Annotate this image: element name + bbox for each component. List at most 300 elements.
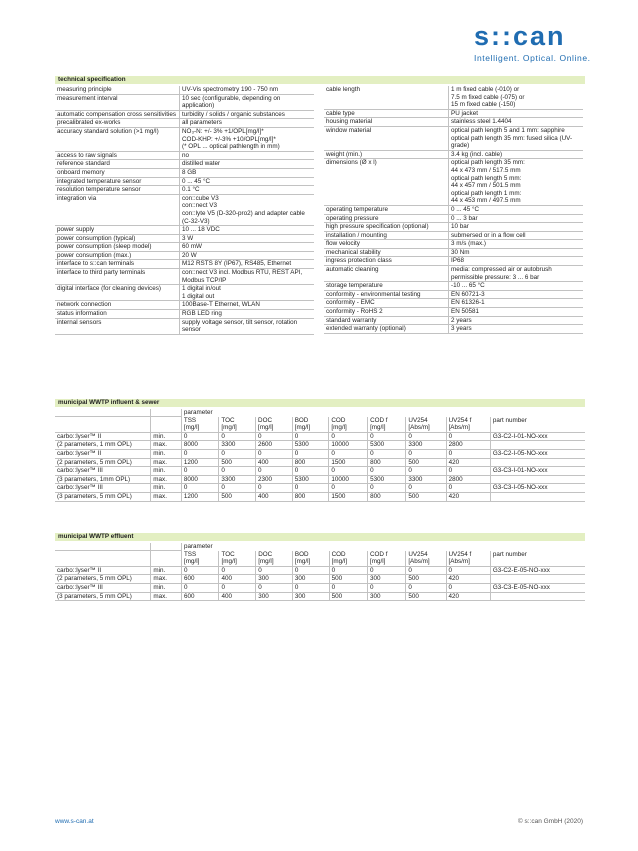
spec-label: power consumption (sleep model) <box>55 243 180 252</box>
spec-value: 2 years <box>449 316 584 325</box>
blank-cell <box>55 543 151 551</box>
spec-row <box>55 194 314 225</box>
column-header: TOC [mg/l] <box>219 551 256 567</box>
column-header: TSS [mg/l] <box>181 417 219 433</box>
product-name: carbo::lyser™ II <box>55 566 151 575</box>
spec-row <box>324 308 583 317</box>
table-row <box>55 475 585 484</box>
range-label: max. <box>151 441 182 450</box>
spec-label: measuring principle <box>55 86 180 94</box>
spec-value: 60 mW <box>180 243 315 252</box>
spec-row <box>55 251 314 260</box>
value-cell: 0 <box>329 484 368 493</box>
spec-row <box>324 282 583 291</box>
spec-row <box>324 86 583 109</box>
value-cell: 8000 <box>181 441 219 450</box>
value-cell: 0 <box>256 583 293 592</box>
spec-row <box>55 127 314 151</box>
value-cell: 0 <box>181 566 219 575</box>
product-name: carbo::lyser™ II <box>55 432 151 441</box>
spec-value: stainless steel 1.4404 <box>449 118 584 127</box>
spec-label: digital interface (for cleaning devices) <box>55 285 180 301</box>
blank-cell <box>151 409 182 417</box>
value-cell: 0 <box>446 566 490 575</box>
spec-label: ingress protection class <box>324 257 449 266</box>
value-cell: 600 <box>181 592 219 601</box>
spec-value: 0 ... 3 bar <box>449 214 584 223</box>
spec-row <box>55 119 314 128</box>
table-row <box>55 592 585 601</box>
product-name: (2 parameters, 5 mm OPL) <box>55 458 151 467</box>
spec-label: automatic compensation cross sensitivities <box>55 110 180 119</box>
blank-cell <box>151 543 182 551</box>
value-cell: 1500 <box>329 458 368 467</box>
spec-label: integrated temperature sensor <box>55 177 180 186</box>
spec-label: high pressure specification (optional) <box>324 223 449 232</box>
s-can-logo <box>474 22 604 62</box>
spec-row <box>324 257 583 266</box>
value-cell: 0 <box>329 467 368 476</box>
spec-label: standard warranty <box>324 316 449 325</box>
value-cell: 500 <box>329 575 367 584</box>
logo-wordmark: s::can <box>474 21 566 51</box>
range-label: max. <box>151 492 182 501</box>
range-label: min. <box>151 467 182 476</box>
spec-label: measurement interval <box>55 94 180 110</box>
spec-label: accuracy standard solution (>1 mg/l) <box>55 127 180 151</box>
spec-value: NO₃-N: +/- 3% +1/OPL[mg/l]* COD-KHP: +/-3% +10/OPL[mg/l]* (* OPL ... optical pathlength in mm) <box>180 127 315 151</box>
column-header: COD f [mg/l] <box>367 551 405 567</box>
value-cell: 0 <box>329 432 368 441</box>
spec-label: precalibrated ex-works <box>55 119 180 128</box>
spec-label: extended warranty (optional) <box>324 325 449 334</box>
spec-value: 10 bar <box>449 223 584 232</box>
value-cell: 0 <box>181 449 219 458</box>
value-cell: 0 <box>406 484 446 493</box>
spec-label: conformity - EMC <box>324 299 449 308</box>
part-number-header: part number <box>490 417 585 433</box>
value-cell: 3300 <box>406 475 446 484</box>
value-cell: 500 <box>219 492 256 501</box>
value-cell: 0 <box>256 432 293 441</box>
spec-row <box>324 240 583 249</box>
column-header: UV254 [Abs/m] <box>406 417 446 433</box>
column-header: TOC [mg/l] <box>219 417 256 433</box>
value-cell: 300 <box>367 575 405 584</box>
blank-cell <box>151 417 182 433</box>
influent-table <box>55 409 585 502</box>
value-cell: 400 <box>256 492 293 501</box>
value-cell: 800 <box>368 458 406 467</box>
value-cell: 0 <box>406 566 446 575</box>
spec-value: 0.1 °C <box>180 186 315 195</box>
spec-value: 10 sec (configurable, depending on application) <box>180 94 315 110</box>
effluent-heading: municipal WWTP effluent <box>55 533 585 541</box>
product-name: carbo::lyser™ III <box>55 484 151 493</box>
range-label: min. <box>151 484 182 493</box>
spec-label: power consumption (max.) <box>55 251 180 260</box>
spec-label: housing material <box>324 118 449 127</box>
value-cell: 0 <box>406 449 446 458</box>
param-header-row <box>55 543 585 551</box>
value-cell: 0 <box>256 449 293 458</box>
spec-value: RGB LED ring <box>180 310 315 319</box>
spec-label: power supply <box>55 226 180 235</box>
value-cell: 0 <box>292 583 329 592</box>
value-cell: 400 <box>219 592 256 601</box>
part-number: G3-C2-I-05-NO-xxx <box>490 449 585 458</box>
value-cell: 300 <box>367 592 405 601</box>
value-cell: 0 <box>292 467 329 476</box>
spec-value: 3 years <box>449 325 584 334</box>
value-cell: 0 <box>406 583 446 592</box>
spec-label: cable type <box>324 109 449 118</box>
spec-row <box>55 110 314 119</box>
value-cell: 2600 <box>256 441 293 450</box>
range-label: max. <box>151 458 182 467</box>
spec-label: dimensions (Ø x l) <box>324 159 449 206</box>
tech-spec-right-table <box>324 86 583 334</box>
value-cell: 0 <box>329 566 367 575</box>
spec-label: access to raw signals <box>55 151 180 160</box>
spec-row <box>324 231 583 240</box>
table-row <box>55 449 585 458</box>
value-cell: 0 <box>181 583 219 592</box>
value-cell: 0 <box>368 484 406 493</box>
spec-value: IP68 <box>449 257 584 266</box>
value-cell: 0 <box>446 432 490 441</box>
spec-label: automatic cleaning <box>324 266 449 282</box>
value-cell: 300 <box>256 575 293 584</box>
value-cell: 500 <box>406 575 446 584</box>
spec-value: 3.4 kg (incl. cable) <box>449 150 584 159</box>
value-cell: 1200 <box>181 492 219 501</box>
value-cell: 0 <box>181 484 219 493</box>
product-name: carbo::lyser™ II <box>55 449 151 458</box>
column-header: COD [mg/l] <box>329 551 367 567</box>
product-name: carbo::lyser™ III <box>55 467 151 476</box>
spec-row <box>324 248 583 257</box>
spec-row <box>55 186 314 195</box>
value-cell: 0 <box>181 467 219 476</box>
spec-label: operating temperature <box>324 205 449 214</box>
column-header: BOD [mg/l] <box>292 417 329 433</box>
product-name: (3 parameters, 1mm OPL) <box>55 475 151 484</box>
blank-cell <box>55 417 151 433</box>
footer-website[interactable]: www.s-can.at <box>55 818 94 825</box>
value-cell: 800 <box>292 458 329 467</box>
spec-label: status information <box>55 310 180 319</box>
value-cell: 10000 <box>329 475 368 484</box>
spec-value: EN 61326-1 <box>449 299 584 308</box>
spec-label: interface to s::can terminals <box>55 260 180 269</box>
value-cell: 5300 <box>292 475 329 484</box>
spec-row <box>324 316 583 325</box>
value-cell: 600 <box>181 575 219 584</box>
spec-value: M12 RSTS 8Y (IP67), RS485, Ethernet <box>180 260 315 269</box>
table-row <box>55 458 585 467</box>
part-number <box>490 592 585 601</box>
spec-row <box>324 290 583 299</box>
value-cell: 0 <box>368 467 406 476</box>
spec-label: storage temperature <box>324 282 449 291</box>
spec-row <box>55 310 314 319</box>
spec-row <box>324 118 583 127</box>
column-header: DOC [mg/l] <box>256 551 293 567</box>
tech-spec-heading: technical specification <box>55 76 585 84</box>
spec-value: optical path length 35 mm: 44 x 473 mm / 517.5 mm optical path length 5 mm: 44 x 457 mm / 501.5 mm optical path length 1 mm: 44 x 453 mm / 497.5 mm <box>449 159 584 206</box>
value-cell: 3300 <box>219 475 256 484</box>
value-cell: 0 <box>292 484 329 493</box>
spec-label: mechanical stability <box>324 248 449 257</box>
table-row <box>55 492 585 501</box>
spec-value: EN 50581 <box>449 308 584 317</box>
range-label: min. <box>151 583 182 592</box>
spec-row <box>55 177 314 186</box>
value-cell: 0 <box>292 432 329 441</box>
spec-value: EN 60721-3 <box>449 290 584 299</box>
spec-row <box>55 226 314 235</box>
spec-label: internal sensors <box>55 318 180 334</box>
spec-label: power consumption (typical) <box>55 234 180 243</box>
value-cell: 0 <box>406 467 446 476</box>
product-name: (3 parameters, 5 mm OPL) <box>55 592 151 601</box>
column-header: UV254 [Abs/m] <box>406 551 446 567</box>
column-header: COD [mg/l] <box>329 417 368 433</box>
spec-row <box>55 243 314 252</box>
spec-row <box>55 285 314 301</box>
part-number: G3-C2-E-05-NO-xxx <box>490 566 585 575</box>
spec-row <box>55 151 314 160</box>
value-cell: 500 <box>406 592 446 601</box>
value-cell: 500 <box>406 492 446 501</box>
spec-label: cable length <box>324 86 449 109</box>
spec-row <box>55 260 314 269</box>
tech-spec-left-table <box>55 86 314 335</box>
spec-label: network connection <box>55 301 180 310</box>
value-cell: 10000 <box>329 441 368 450</box>
spec-row <box>55 94 314 110</box>
spec-row <box>324 299 583 308</box>
spec-label: conformity - environmental testing <box>324 290 449 299</box>
value-cell: 0 <box>329 583 367 592</box>
part-number <box>490 475 585 484</box>
value-cell: 0 <box>219 432 256 441</box>
logo-tagline: Intelligent. Optical. Online. <box>474 53 591 63</box>
column-header-row <box>55 417 585 433</box>
value-cell: 0 <box>367 583 405 592</box>
spec-label: window material <box>324 126 449 150</box>
blank-cell <box>55 551 151 567</box>
value-cell: 300 <box>292 575 329 584</box>
spec-value: turbidity / solids / organic substances <box>180 110 315 119</box>
spec-value: 10 ... 18 VDC <box>180 226 315 235</box>
product-name: (3 parameters, 5 mm OPL) <box>55 492 151 501</box>
spec-value: distilled water <box>180 160 315 169</box>
spec-value: 3 m/s (max.) <box>449 240 584 249</box>
part-number: G3-C3-E-05-NO-xxx <box>490 583 585 592</box>
spec-row <box>55 301 314 310</box>
value-cell: 0 <box>446 467 490 476</box>
spec-value: media: compressed air or autobrush permissible pressure: 3 ... 6 bar <box>449 266 584 282</box>
value-cell: 420 <box>446 575 490 584</box>
value-cell: 800 <box>292 492 329 501</box>
spec-label: flow velocity <box>324 240 449 249</box>
value-cell: 0 <box>256 467 293 476</box>
spec-row <box>324 223 583 232</box>
spec-value: con::nect V3 incl. Modbus RTU, REST API, Modbus TCP/IP <box>180 269 315 285</box>
value-cell: 0 <box>219 449 256 458</box>
spec-row <box>55 318 314 334</box>
value-cell: 420 <box>446 458 490 467</box>
table-row <box>55 484 585 493</box>
value-cell: 0 <box>367 566 405 575</box>
range-label: min. <box>151 432 182 441</box>
value-cell: 0 <box>181 432 219 441</box>
spec-row <box>55 86 314 94</box>
value-cell: 0 <box>256 566 293 575</box>
value-cell: 3300 <box>406 441 446 450</box>
value-cell: 500 <box>219 458 256 467</box>
spec-row <box>324 159 583 206</box>
spec-label: operating pressure <box>324 214 449 223</box>
part-number: G3-C2-I-01-NO-xxx <box>490 432 585 441</box>
value-cell: 0 <box>368 432 406 441</box>
part-number <box>490 492 585 501</box>
blank-cell <box>55 409 151 417</box>
value-cell: 3300 <box>219 441 256 450</box>
value-cell: 800 <box>368 492 406 501</box>
range-label: max. <box>151 575 182 584</box>
spec-value: optical path length 5 and 1 mm: sapphire optical path length 35 mm: fused silica (UV-grade) <box>449 126 584 150</box>
spec-row <box>55 160 314 169</box>
value-cell: 400 <box>256 458 293 467</box>
table-row <box>55 583 585 592</box>
blank-cell <box>151 551 182 567</box>
column-header-row <box>55 551 585 567</box>
value-cell: 420 <box>446 492 490 501</box>
value-cell: 0 <box>446 484 490 493</box>
product-name: (2 parameters, 5 mm OPL) <box>55 575 151 584</box>
value-cell: 0 <box>256 484 293 493</box>
spec-row <box>324 214 583 223</box>
part-number-header: part number <box>490 551 585 567</box>
part-number: G3-C3-I-05-NO-xxx <box>490 484 585 493</box>
spec-value: 1 digital in/out 1 digital out <box>180 285 315 301</box>
value-cell: 0 <box>446 583 490 592</box>
value-cell: 0 <box>219 467 256 476</box>
value-cell: 0 <box>329 449 368 458</box>
value-cell: 0 <box>406 432 446 441</box>
value-cell: 0 <box>219 484 256 493</box>
value-cell: 8000 <box>181 475 219 484</box>
value-cell: 0 <box>292 449 329 458</box>
spec-label: integration via <box>55 194 180 225</box>
part-number <box>490 441 585 450</box>
spec-row <box>324 150 583 159</box>
spec-label: interface to third party terminals <box>55 269 180 285</box>
spec-row <box>324 325 583 334</box>
column-header: UV254 f [Abs/m] <box>446 417 490 433</box>
value-cell: 0 <box>292 566 329 575</box>
parameter-heading: parameter <box>181 543 585 551</box>
spec-value: supply voltage sensor, tilt sensor, rotation sensor <box>180 318 315 334</box>
column-header: BOD [mg/l] <box>292 551 329 567</box>
column-header: DOC [mg/l] <box>256 417 293 433</box>
range-label: min. <box>151 449 182 458</box>
spec-value: all parameters <box>180 119 315 128</box>
param-header-row <box>55 409 585 417</box>
value-cell: 0 <box>219 583 256 592</box>
effluent-table <box>55 543 585 601</box>
parameter-heading: parameter <box>181 409 585 417</box>
value-cell: 2800 <box>446 441 490 450</box>
column-header: COD f [mg/l] <box>368 417 406 433</box>
spec-label: weight (min.) <box>324 150 449 159</box>
product-name: (2 parameters, 1 mm OPL) <box>55 441 151 450</box>
value-cell: 0 <box>368 449 406 458</box>
value-cell: 400 <box>219 575 256 584</box>
spec-value: 3 W <box>180 234 315 243</box>
value-cell: 1200 <box>181 458 219 467</box>
value-cell: 5300 <box>368 441 406 450</box>
influent-heading: municipal WWTP influent & sewer <box>55 399 585 407</box>
spec-value: -10 ... 65 °C <box>449 282 584 291</box>
table-row <box>55 432 585 441</box>
value-cell: 500 <box>329 592 367 601</box>
spec-value: submersed or in a flow cell <box>449 231 584 240</box>
spec-row <box>55 269 314 285</box>
column-header: UV254 f [Abs/m] <box>446 551 490 567</box>
part-number <box>490 458 585 467</box>
spec-row <box>55 234 314 243</box>
spec-row <box>324 109 583 118</box>
value-cell: 2300 <box>256 475 293 484</box>
spec-value: PU jacket <box>449 109 584 118</box>
range-label: max. <box>151 475 182 484</box>
column-header: TSS [mg/l] <box>181 551 219 567</box>
spec-value: 8 GB <box>180 168 315 177</box>
range-label: min. <box>151 566 182 575</box>
spec-value: 0 ... 45 °C <box>180 177 315 186</box>
spec-value: no <box>180 151 315 160</box>
spec-value: 100Base-T Ethernet, WLAN <box>180 301 315 310</box>
value-cell: 0 <box>446 449 490 458</box>
spec-label: resolution temperature sensor <box>55 186 180 195</box>
spec-value: 20 W <box>180 251 315 260</box>
value-cell: 500 <box>406 458 446 467</box>
spec-label: onboard memory <box>55 168 180 177</box>
spec-row <box>55 168 314 177</box>
spec-value: UV-Vis spectrometry 190 - 750 nm <box>180 86 315 94</box>
value-cell: 420 <box>446 592 490 601</box>
spec-value: 30 Nm <box>449 248 584 257</box>
footer-copyright: © s::can GmbH (2020) <box>517 818 583 825</box>
spec-value: con::cube V3 con::nect V3 con::lyte V5 (D-320-pro2) and adapter cable (C-32-V3) <box>180 194 315 225</box>
product-name: carbo::lyser™ III <box>55 583 151 592</box>
spec-value: 0 ... 45 °C <box>449 205 584 214</box>
spec-row <box>324 266 583 282</box>
table-row <box>55 467 585 476</box>
value-cell: 300 <box>256 592 293 601</box>
spec-label: installation / mounting <box>324 231 449 240</box>
table-row <box>55 441 585 450</box>
value-cell: 300 <box>292 592 329 601</box>
value-cell: 5300 <box>368 475 406 484</box>
spec-row <box>324 126 583 150</box>
spec-label: conformity - RoHS 2 <box>324 308 449 317</box>
table-row <box>55 575 585 584</box>
